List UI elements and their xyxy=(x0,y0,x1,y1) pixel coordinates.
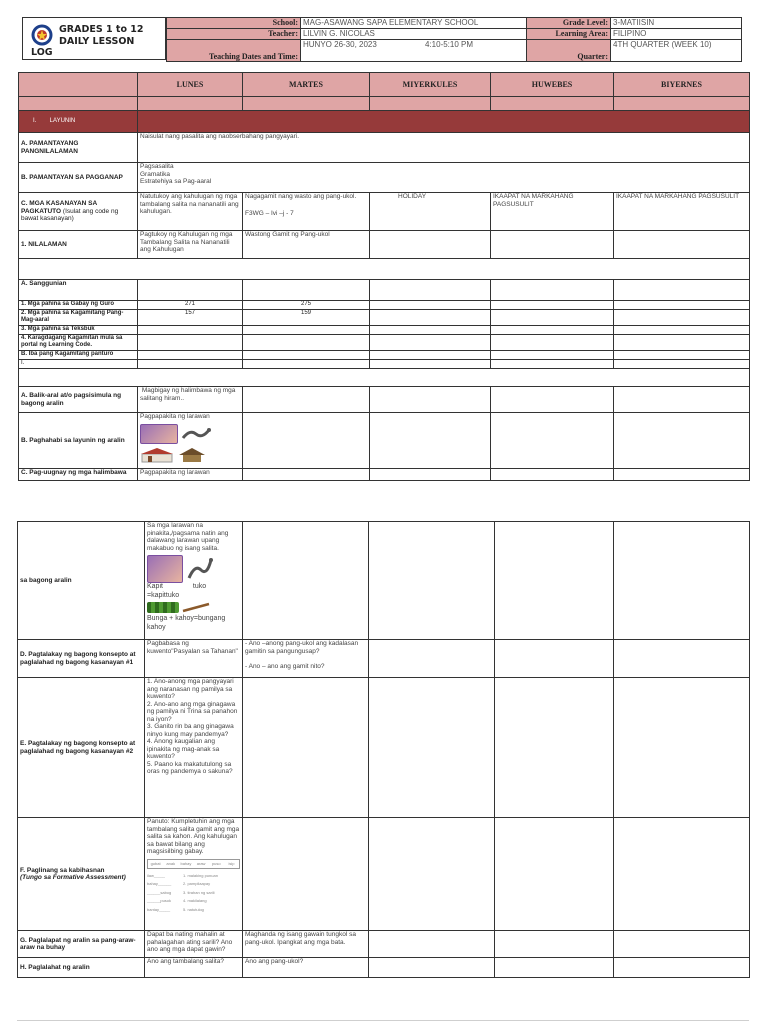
e-lunes xyxy=(145,678,243,818)
f-lunes xyxy=(145,818,243,931)
pagganap-item: Gramatika xyxy=(140,170,170,178)
picture-row xyxy=(140,447,240,465)
pamantayan-sa-pagganap-text xyxy=(138,163,750,193)
bagong-aralin-text: Sa mga larawan na pinakita,/pagsama natin ang dalawang larawan upang makabuo ng isang salita. xyxy=(147,522,229,552)
header-logo-text: LOG xyxy=(31,47,53,58)
exercise-blank: bantay_____ xyxy=(147,906,171,912)
teksbuk-label: 3. Mga pahina sa Teksbuk xyxy=(19,326,138,335)
school-value: MAG-ASAWANG SAPA ELEMENTARY SCHOOL xyxy=(301,18,527,29)
fruit-picture xyxy=(147,602,179,613)
word-box-item: puso xyxy=(211,860,221,866)
balik-aral-label: A. Balik-aral at/o pagsisimula ng bagong aralin xyxy=(19,387,138,413)
day-header-miyerkules: MIYERKULES xyxy=(370,73,491,97)
kagamitan-lunes: 157 xyxy=(138,310,243,326)
lesson-table-page2 xyxy=(17,521,750,978)
exercise-meaning: 2. pampilaapay xyxy=(183,881,211,886)
dates-label: Teaching Dates and Time: xyxy=(167,40,301,62)
word-box-item: isip xyxy=(228,860,235,866)
page-bottom-divider xyxy=(17,1020,749,1021)
kasanayan-miyerkules: HOLIDAY xyxy=(370,193,491,231)
roman-i-label: I. xyxy=(19,360,138,369)
bagong-aralin-label: sa bagong aralin xyxy=(18,522,145,640)
e-question: 3. Ganito rin ba ang ginagawa ninyo kung may pandemya? xyxy=(147,723,234,738)
f-title: F. Paglinang sa kabihasnan xyxy=(20,866,105,874)
pag-uugnay-lunes: Pagpapakita ng larawan xyxy=(138,469,243,481)
karagdagang-label: 4. Karagdagang Kagamitan mula sa portal ng Learning Code. xyxy=(19,335,138,351)
kasanayan-label xyxy=(19,193,138,231)
layunin-heading: I. LAYUNIN xyxy=(19,111,138,133)
header-title-line2: DAILY LESSON xyxy=(59,36,135,47)
exercise-meaning: 5. natutulog xyxy=(183,906,204,912)
logo-header-box xyxy=(22,17,166,60)
d-martes-q1: - Ano –anong pang-ukol ang kadalasan gamitin sa pangungusap? xyxy=(245,640,359,655)
paghahabi-lunes-text: Pagpapakita ng larawan xyxy=(140,413,210,420)
dates-text: HUNYO 26-30, 2023 xyxy=(303,40,377,49)
kasanayan-huwebes: IKAAPAT NA MARKAHANG PAGSUSULIT xyxy=(491,193,614,231)
hand-picture xyxy=(140,424,178,444)
exercise-blank: ilaw_____ xyxy=(147,872,166,878)
gabay-martes: 275 xyxy=(243,301,370,310)
word-box-item: anak xyxy=(166,860,176,866)
bagong-aralin-lunes xyxy=(145,522,243,640)
f-subtitle: (Tungo sa Formative Assessment) xyxy=(20,874,126,881)
word-box xyxy=(147,859,240,869)
grade-label: Grade Level: xyxy=(527,18,611,29)
kagamitan-label: 2. Mga pahina sa Kagamitang Pang-Mag-aaral xyxy=(19,310,138,326)
gabay-lunes: 271 xyxy=(138,301,243,310)
deped-seal-icon xyxy=(31,24,53,46)
quarter-label: Quarter: xyxy=(527,40,611,62)
quarter-value: 4TH QUARTER (WEEK 10) xyxy=(611,40,742,62)
d-martes-q2: - Ano – ano ang gamit nito? xyxy=(245,663,325,670)
e-question: 5. Paano ka makatutulong sa oras ng pandemya o sakuna? xyxy=(147,760,233,775)
tuko-word: tuko xyxy=(192,583,207,590)
time-text: 4:10-5:10 PM xyxy=(425,40,474,49)
pamantayang-pangnilalaman-label: A. PAMANTAYANG PANGNILALAMAN xyxy=(19,133,138,163)
day-header-blank xyxy=(19,73,138,97)
grade-value: 3-MATIISIN xyxy=(611,18,742,29)
gecko-picture xyxy=(185,556,215,582)
e-question: 2. Ano-ano ang mga ginagawa ng pamilya ni Trina sa panahon na iyon? xyxy=(147,700,238,723)
exercise-list xyxy=(147,872,240,915)
kasanayan-biyernes: IKAAPAT NA MARKAHANG PAGSUSULIT xyxy=(614,193,750,231)
gecko-picture xyxy=(180,425,212,443)
kasanayan-note: (Isulat ang code ng bawat kasanayan) xyxy=(21,207,119,223)
day-header-martes: MARTES xyxy=(243,73,370,97)
pagganap-item: Estratehiya sa Pag-aaral xyxy=(140,178,212,185)
kapittuko-caption xyxy=(147,582,240,591)
iba-pang-label: B. Iba pang Kagamitang panturo xyxy=(19,351,138,360)
dates-value xyxy=(301,40,527,62)
word-box-item: araw xyxy=(196,860,206,866)
pamantayang-pangnilalaman-text: Naisulat nang pasalita ang naobserbahang pangyayari. xyxy=(138,133,750,163)
school-label: School: xyxy=(167,18,301,29)
lesson-table-page1 xyxy=(18,72,750,481)
exercise-blank: ______pusok xyxy=(147,898,172,903)
g-label: G. Paglalapat ng aralin sa pang-araw-araw na buhay xyxy=(18,931,145,958)
word-box-item: gubat xyxy=(150,860,161,866)
house-picture xyxy=(140,447,174,463)
spacer-row xyxy=(19,259,750,280)
kapit-word: Kapit xyxy=(147,583,163,590)
word-box-item: bahay xyxy=(180,860,192,866)
kasanayan-martes-text: Nagagamit nang wasto ang pang-ukol. xyxy=(245,193,357,200)
day-header-lunes: LUNES xyxy=(138,73,243,97)
kasanayan-lunes: Natutukoy ang kahulugan ng mga tambalang salita na nananatili ang kahulugan. xyxy=(138,193,243,231)
nilalaman-lunes: Pagtukoy ng Kahulugan ng mga Tambalang Salita na Nananatili ang Kahulugan xyxy=(138,231,243,259)
day-header-huwebes: HUWEBES xyxy=(491,73,614,97)
exercise-meaning: 3. tirahan ng sarili xyxy=(183,889,215,895)
teacher-value: LILVIN G. NICOLAS xyxy=(301,29,527,40)
e-question: 1. Ano-anong mga pangyayari ang naranasan ng pamilya sa kuwento? xyxy=(147,678,234,700)
e-question: 4. Anong kaugalian ang ipinakita ng mag-anak sa kuwento? xyxy=(147,738,220,760)
wood-stick-picture xyxy=(181,602,211,613)
exercise-meaning: 1. malaking punuan xyxy=(183,872,218,878)
hand-picture xyxy=(147,555,183,583)
picture-row xyxy=(147,602,240,614)
kasanayan-title: C. MGA KASANAYAN SA PAGKATUTO xyxy=(21,200,97,215)
area-value: FILIPINO xyxy=(611,29,742,40)
kasanayan-martes-code: F3WG – Ivi –j - 7 xyxy=(245,209,294,217)
nilalaman-martes: Wastong Gamit ng Pang-ukol xyxy=(243,231,370,259)
g-lunes: Dapat ba nating mahalin at pahalagahan ating sarili? Ano ano ang mga dapat gawin? xyxy=(145,931,243,958)
header-title-line1: GRADES 1 to 12 xyxy=(59,24,144,35)
g-martes: Maghanda ng isang gawain tungkol sa pang-ukol. Ipangkat ang mga bata. xyxy=(243,931,369,958)
kagamitan-martes: 159 xyxy=(243,310,370,326)
d-lunes: Pagbabasa ng kuwento"Pasyalan sa Tahanan" xyxy=(145,640,243,678)
day-header-biyernes: BIYERNES xyxy=(614,73,750,97)
picture-row xyxy=(140,424,240,444)
header-info-table xyxy=(166,17,742,62)
d-martes xyxy=(243,640,369,678)
d-label: D. Pagtalakay ng bagong konsepto at paglalahad ng bagong kasanayan #1 xyxy=(18,640,145,678)
h-lunes: Ano ang tambalang salita? xyxy=(145,958,243,978)
sanggunian-label: A. Sanggunian xyxy=(19,280,138,301)
pag-uugnay-label: C. Pag-uugnay ng mga halimbawa xyxy=(19,469,138,481)
paghahabi-label: B. Paghahabi sa layunin ng aralin xyxy=(19,413,138,469)
h-martes: Ano ang pang-ukol? xyxy=(243,958,369,978)
bunga-result: Bunga + kahoy=bungang kahoy xyxy=(147,615,226,631)
pamantayan-sa-pagganap-label: B. PAMANTAYAN SA PAGGANAP xyxy=(19,163,138,193)
balik-aral-lunes: Magbigay ng halimbawa ng mga salitang hiram.. xyxy=(138,387,243,413)
kapittuko-result: =kapittuko xyxy=(147,592,180,599)
paghahabi-lunes xyxy=(138,413,243,469)
h-label: H. Paglalahat ng aralin xyxy=(18,958,145,978)
exercise-blank: ______sabog xyxy=(147,889,172,895)
f-instructions: Panuto: Kumpletuhin ang mga tambalang salita gamit ang mga salita sa kahon. Ang kahulugan sa bawat bilang ang magsisilbing gabay. xyxy=(147,818,240,855)
f-label xyxy=(18,818,145,931)
hut-picture xyxy=(176,447,208,463)
spacer-row xyxy=(19,369,750,387)
teacher-label: Teacher: xyxy=(167,29,301,40)
exercise-blank: bahay______ xyxy=(147,881,172,886)
pagganap-item: Pagsasalita xyxy=(140,163,174,170)
area-label: Learning Area: xyxy=(527,29,611,40)
picture-row xyxy=(147,555,240,581)
exercise-meaning: 4. makilalang xyxy=(183,898,207,903)
nilalaman-label: 1. NILALAMAN xyxy=(19,231,138,259)
gabay-label: 1. Mga pahina sa Gabay ng Guro xyxy=(19,301,138,310)
kasanayan-martes xyxy=(243,193,370,231)
e-label: E. Pagtalakay ng bagong konsepto at paglalahad ng bagong kasanayan #2 xyxy=(18,678,145,818)
